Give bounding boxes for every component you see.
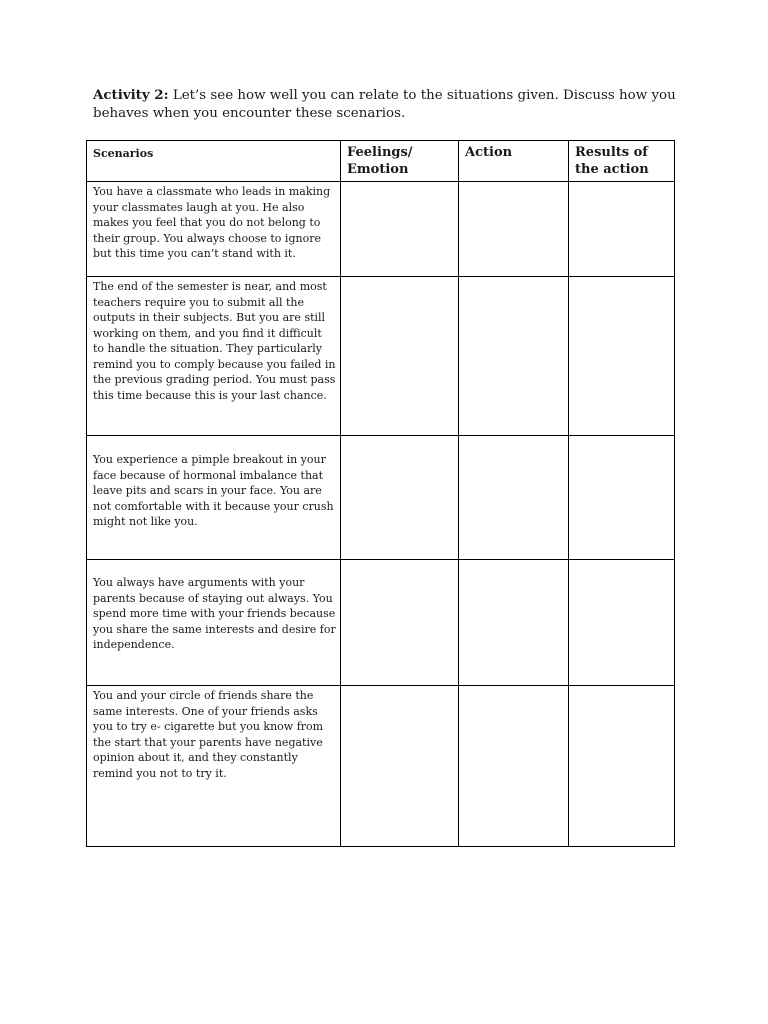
activity-instructions-text: Let’s see how well you can relate to the situations given. Discuss how you behaves when you encounter these scenarios. (93, 88, 676, 121)
scenario-cell: You experience a pimple breakout in your face because of hormonal imbalance that leave pits and scars in your face. You are not comfortable with it because your crush might not like you. (87, 436, 341, 560)
scenario-cell: You always have arguments with your parents because of staying out always. You spend more time with your friends because you share the same interests and desire for independence. (87, 560, 341, 686)
table-row (87, 686, 675, 847)
table-row (87, 277, 675, 436)
feelings-cell[interactable] (341, 182, 459, 277)
table-row (87, 436, 675, 560)
results-cell[interactable] (569, 560, 675, 686)
results-cell[interactable] (569, 277, 675, 436)
scenarios-table (86, 140, 675, 847)
results-cell[interactable] (569, 686, 675, 847)
header-action: Action (459, 141, 569, 182)
table-header-row (87, 141, 675, 182)
table-row (87, 560, 675, 686)
action-cell[interactable] (459, 182, 569, 277)
action-cell[interactable] (459, 686, 569, 847)
results-cell[interactable] (569, 436, 675, 560)
feelings-cell[interactable] (341, 686, 459, 847)
header-results-of-action: Results of the action (569, 141, 675, 182)
feelings-cell[interactable] (341, 560, 459, 686)
table-row (87, 182, 675, 277)
activity-title: Activity 2: (93, 87, 169, 103)
action-cell[interactable] (459, 436, 569, 560)
scenario-cell: The end of the semester is near, and most teachers require you to submit all the outputs in their subjects. But you are still working on them, and you find it difficult to handle the situation. They particularly remind you to comply because you failed in the previous grading period. You must pass this time because this is your last chance. (87, 277, 341, 436)
activity-instructions (93, 86, 693, 123)
scenario-cell: You have a classmate who leads in making your classmates laugh at you. He also makes you feel that you do not belong to their group. You always choose to ignore but this time you can’t stand with it. (87, 182, 341, 277)
feelings-cell[interactable] (341, 436, 459, 560)
header-feelings-emotion: Feelings/ Emotion (341, 141, 459, 182)
action-cell[interactable] (459, 277, 569, 436)
scenario-cell: You and your circle of friends share the same interests. One of your friends asks you to try e- cigarette but you know from the start that your parents have negative opinion about it, and they constantly remind you not to try it. (87, 686, 341, 847)
action-cell[interactable] (459, 560, 569, 686)
feelings-cell[interactable] (341, 277, 459, 436)
results-cell[interactable] (569, 182, 675, 277)
header-scenarios: Scenarios (87, 141, 341, 182)
